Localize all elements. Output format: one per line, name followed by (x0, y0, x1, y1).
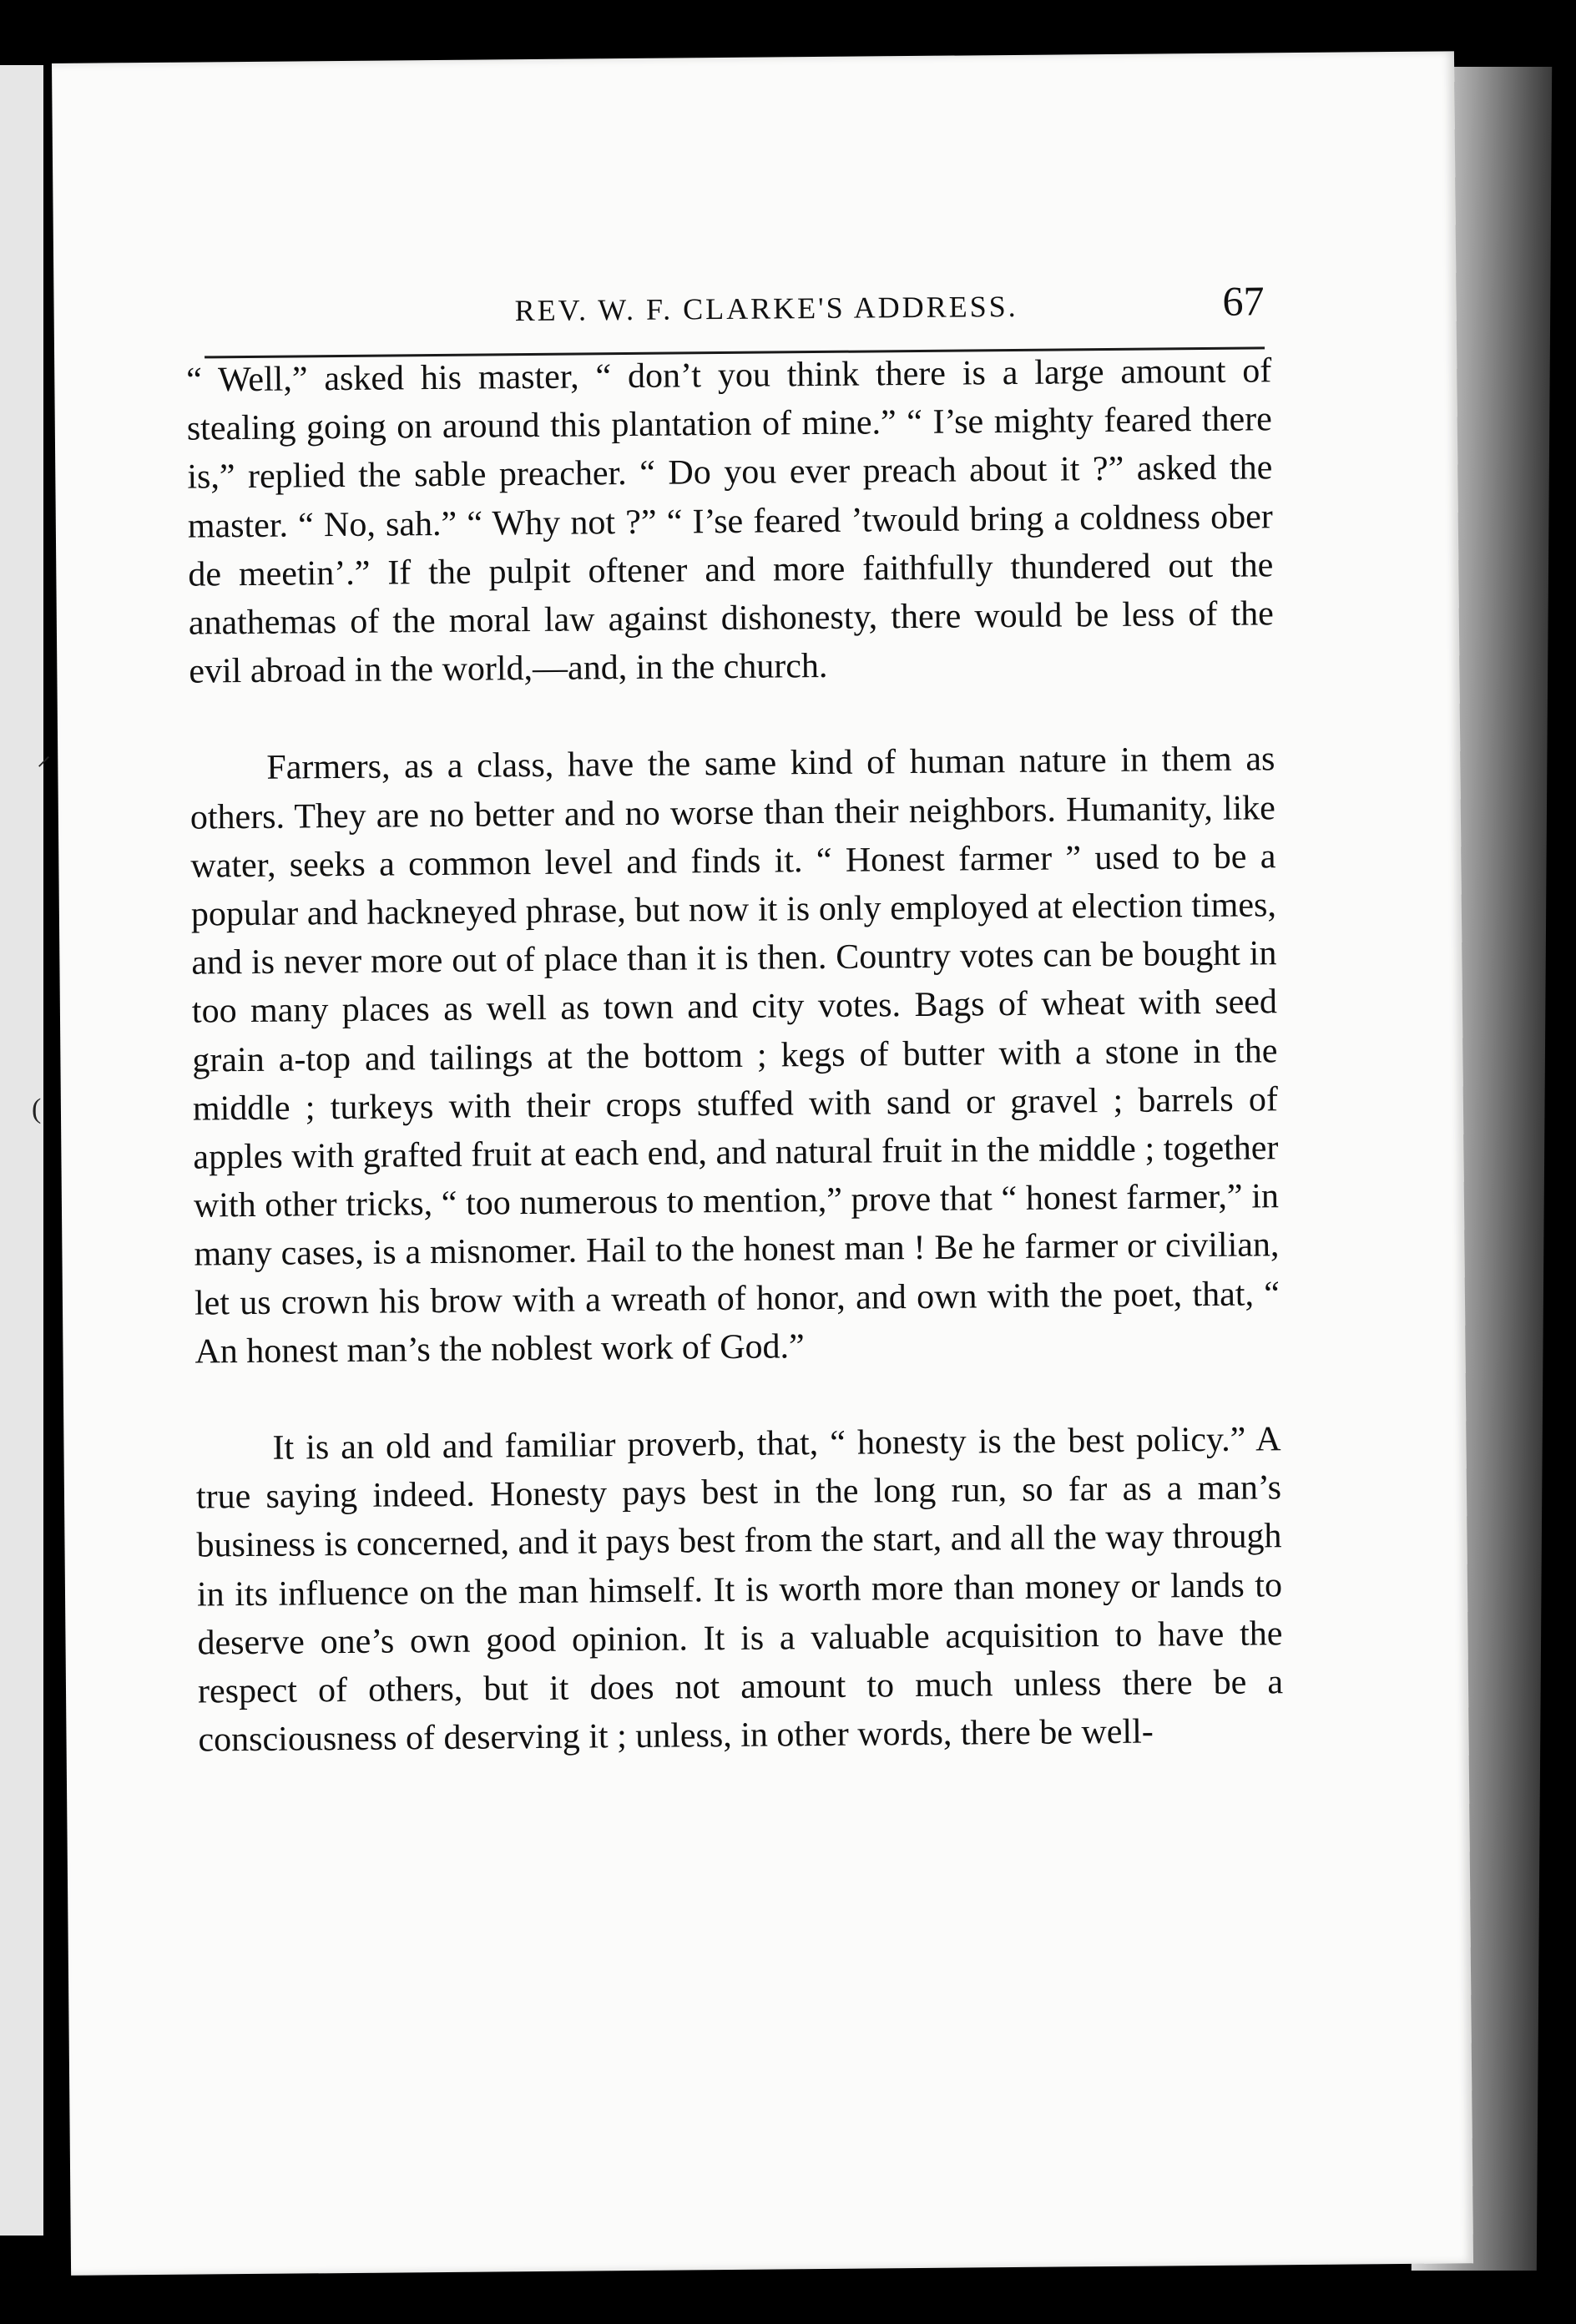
body-text (186, 346, 1284, 1765)
book-page (52, 51, 1473, 2276)
running-head-title: REV. W. F. CLARKE'S ADDRESS. (514, 289, 1018, 328)
paragraph: “ Well,” asked his master, “ don’t you think there is a large amount of stealing going on around this plantation of mine.” “ I’se mighty feared there is,” replied the sable preacher. “ Do you ever preach about it ?” asked the master. “ No, sah.” “ Why not ?” “ I’se feared ’twould bring a coldness ober de meetin’.” If the pulpit oftener and more faithfully thundered out the anathemas of the moral law against dishonesty, there would be less of the evil abroad in the world,—and, in the church. (186, 351, 1275, 691)
running-head (204, 271, 1265, 358)
page-number: 67 (1222, 277, 1265, 325)
paragraph: Farmers, as a class, have the same kind of human nature in them as others. They are no better and no worse than their neighbors. Humanity, like water, seeks a common level and finds it. “ Honest farmer ” used to be a popular and hackneyed phrase, but now it is only employed at election times, and is never more out of place than it is then. Country votes can be bought in too many places as well as town and city votes. Bags of wheat with seed grain a-top and tailings at the bottom ; kegs of butter with a stone in the middle ; turkeys with their crops stuffed with sand or gravel ; barrels of apples with grafted fruit at each end, and natural fruit in the middle ; together with other tricks, “ too numerous to mention,” prove that “ honest farmer,” in many cases, is a misnomer. Hail to the honest man ! Be he farmer or civilian, let us crown his brow with a wreath of honor, and own with the poet, that, “ An honest man’s the noblest work of God.” (189, 740, 1280, 1372)
facing-page-edge (0, 65, 43, 2236)
margin-mark: ( (32, 1094, 42, 1124)
margin-mark: ⸝ (37, 740, 51, 771)
paragraph: It is an old and familiar proverb, that, “ honesty is the best policy.” A true saying indeed. Honesty pays best in the long run, so far as a man’s business is concerned, and it pays best from the start, and all the way through in its influence on the man himself. It is worth more than money or lands to deserve one’s own good opinion. It is a valuable acquisition to have the respect of others, but it does not amount to much unless there be a consciousness of deserving it ; unless, in other words, there be well- (195, 1420, 1284, 1760)
